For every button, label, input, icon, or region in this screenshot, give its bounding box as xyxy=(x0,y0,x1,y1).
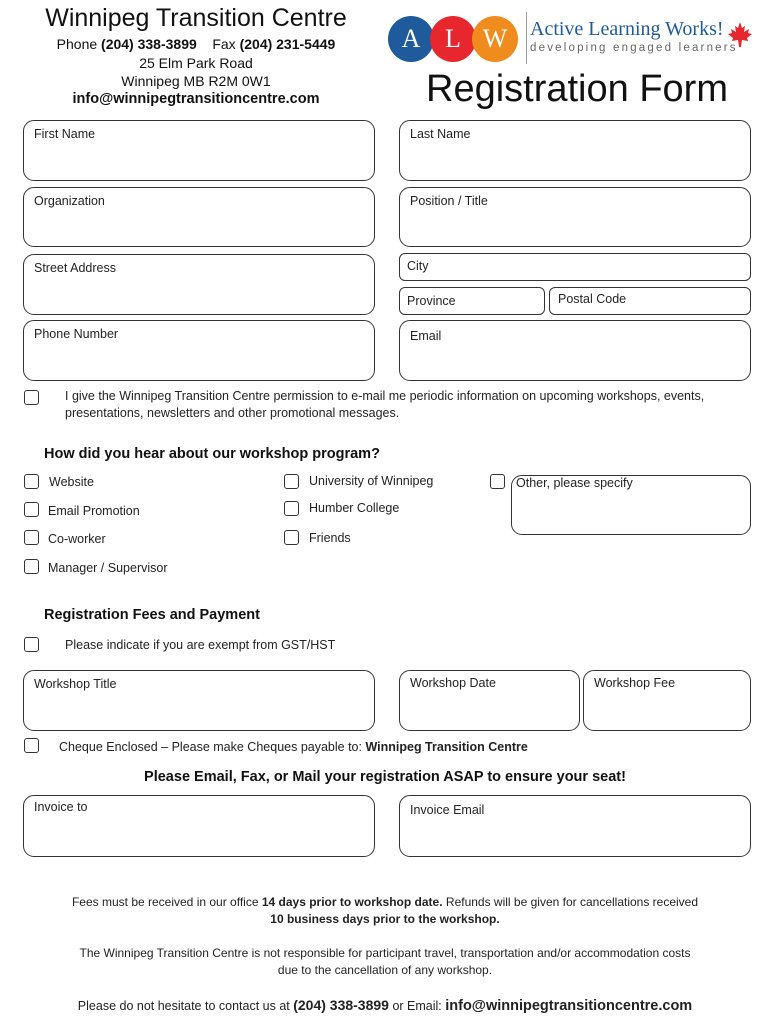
logo-tagline: developing engaged learners xyxy=(530,42,738,54)
fees-notice-line1 xyxy=(0,895,770,909)
workshop-date-label: Workshop Date xyxy=(410,676,496,690)
street-address-label: Street Address xyxy=(34,261,116,275)
position-title-label: Position / Title xyxy=(410,194,488,208)
other-specify-label: Other, please specify xyxy=(516,476,633,490)
other-specify-field[interactable] xyxy=(511,475,751,535)
fees-notice-deadline: 14 days prior to workshop date. xyxy=(261,895,443,909)
email-promotion-label: Email Promotion xyxy=(48,504,140,518)
maple-leaf-icon xyxy=(725,20,755,50)
logo-letter-w: W xyxy=(472,16,518,62)
cheque-payee: Winnipeg Transition Centre xyxy=(365,740,528,754)
liability-notice-line2: due to the cancellation of any workshop. xyxy=(277,963,493,977)
last-name-label: Last Name xyxy=(410,127,471,141)
contact-footer-email[interactable]: info@winnipegtransitioncentre.com xyxy=(445,998,693,1014)
logo-divider xyxy=(526,12,527,64)
fees-notice-c: Refunds will be given for cancellations received xyxy=(442,895,699,909)
province-label: Province xyxy=(407,294,456,308)
phone-number: (204) 338-3899 xyxy=(101,36,197,52)
humber-checkbox[interactable] xyxy=(284,501,299,516)
city-field[interactable] xyxy=(399,253,751,281)
invoice-email-field[interactable] xyxy=(399,795,751,857)
logo-letter-a: A xyxy=(388,16,434,62)
invoice-email-label: Invoice Email xyxy=(410,803,485,817)
logo-letter-l: L xyxy=(430,16,476,62)
invoice-to-label: Invoice to xyxy=(34,800,88,814)
manager-checkbox[interactable] xyxy=(24,559,39,574)
province-field[interactable] xyxy=(399,287,545,315)
alw-logo xyxy=(388,12,756,64)
invoice-to-field[interactable] xyxy=(23,795,375,857)
friends-checkbox[interactable] xyxy=(284,530,299,545)
first-name-label: First Name xyxy=(34,127,96,141)
workshop-fee-label: Workshop Fee xyxy=(594,676,676,690)
email-promotion-checkbox[interactable] xyxy=(24,502,39,517)
contact-footer xyxy=(0,997,770,1014)
contact-footer-mid: or Email: xyxy=(388,999,446,1013)
other-checkbox[interactable] xyxy=(490,474,505,489)
email-label: Email xyxy=(410,329,442,343)
humber-label: Humber College xyxy=(309,501,400,515)
manager-label: Manager / Supervisor xyxy=(48,561,168,575)
organization-label: Organization xyxy=(34,194,105,208)
gst-exempt-checkbox[interactable] xyxy=(24,637,39,652)
postal-code-field[interactable] xyxy=(549,287,751,315)
cheque-enclosed-checkbox[interactable] xyxy=(24,738,39,753)
last-name-field[interactable] xyxy=(399,120,751,181)
contact-footer-phone: (204) 338-3899 xyxy=(293,997,389,1013)
send-registration-heading: Please Email, Fax, or Mail your registration ASAP to ensure your seat! xyxy=(144,769,626,785)
organization-field[interactable] xyxy=(23,187,375,247)
email-field[interactable] xyxy=(399,320,751,381)
logo-title: Active Learning Works! xyxy=(530,18,724,40)
street-address-field[interactable] xyxy=(23,254,375,315)
cheque-text: Cheque Enclosed – Please make Cheques payable to: xyxy=(59,740,366,754)
fees-notice-line2: 10 business days prior to the workshop. xyxy=(270,912,500,926)
website-checkbox[interactable] xyxy=(24,474,39,489)
fax-number: (204) 231-5449 xyxy=(239,36,336,52)
uofw-checkbox[interactable] xyxy=(284,474,299,489)
uofw-label: University of Winnipeg xyxy=(309,474,434,488)
street-address-line: 25 Elm Park Road xyxy=(139,55,253,71)
liability-notice-line1: The Winnipeg Transition Centre is not responsible for participant travel, transportation and/or accommodation costs xyxy=(79,946,691,960)
fax-label: Fax xyxy=(212,36,236,52)
phone-number-label: Phone Number xyxy=(34,327,119,341)
city-label: City xyxy=(407,259,429,273)
workshop-title-field[interactable] xyxy=(23,670,375,731)
position-title-field[interactable] xyxy=(399,187,751,247)
coworker-label: Co-worker xyxy=(48,532,106,546)
consent-text-line1: I give the Winnipeg Transition Centre permission to e-mail me periodic information on upcoming workshops, events, xyxy=(65,389,705,403)
phone-number-field[interactable] xyxy=(23,320,375,381)
org-name: Winnipeg Transition Centre xyxy=(45,4,347,32)
contact-phone-fax xyxy=(0,36,392,52)
consent-text-line2: presentations, newsletters and other promotional messages. xyxy=(65,406,400,420)
coworker-checkbox[interactable] xyxy=(24,530,39,545)
cheque-enclosed-label xyxy=(59,740,528,754)
workshop-title-label: Workshop Title xyxy=(34,677,117,691)
fees-notice-a: Fees must be received in our office xyxy=(71,895,262,909)
postal-code-label: Postal Code xyxy=(558,292,627,306)
header-email: info@winnipegtransitioncentre.com xyxy=(72,91,320,107)
workshop-fee-field[interactable] xyxy=(583,670,751,731)
hear-about-heading: How did you hear about our workshop program? xyxy=(44,446,380,462)
first-name-field[interactable] xyxy=(23,120,375,181)
workshop-date-field[interactable] xyxy=(399,670,580,731)
contact-footer-text: Please do not hesitate to contact us at xyxy=(77,999,294,1013)
website-label: Website xyxy=(49,475,94,489)
consent-checkbox[interactable] xyxy=(24,390,39,405)
friends-label: Friends xyxy=(309,531,351,545)
gst-exempt-label: Please indicate if you are exempt from GST/HST xyxy=(65,638,336,652)
form-title: Registration Form xyxy=(426,68,728,110)
phone-label: Phone xyxy=(56,36,98,52)
fees-heading: Registration Fees and Payment xyxy=(44,607,260,623)
city-postal-line: Winnipeg MB R2M 0W1 xyxy=(121,73,271,89)
